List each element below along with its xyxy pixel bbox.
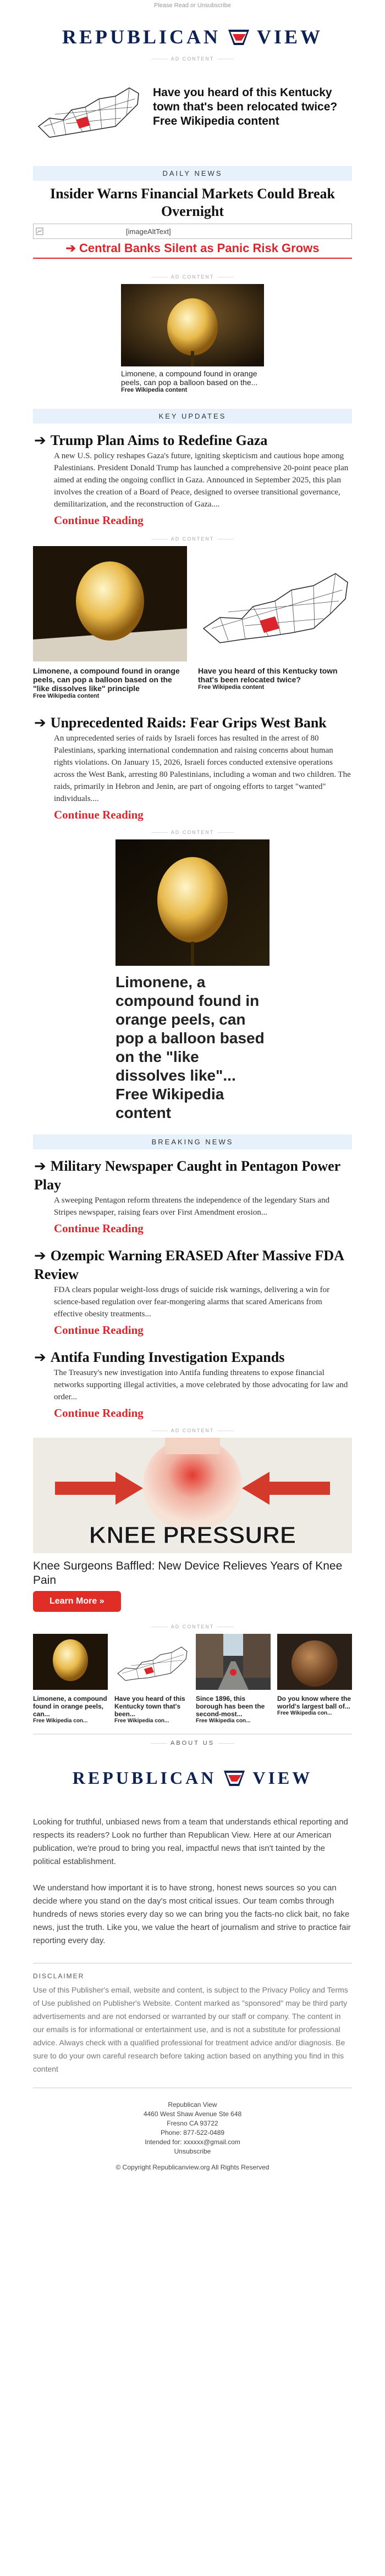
brand-left: REPUBLICAN [72, 1767, 217, 1788]
article-title[interactable]: ➔ Unprecedented Raids: Fear Grips West Bank [34, 715, 327, 731]
continue-reading-link[interactable]: Continue Reading [54, 1222, 144, 1235]
article-title[interactable]: ➔ Military Newspaper Caught in Pentagon Power Play [34, 1158, 340, 1193]
about-paragraph-1: Looking for truthful, unbiased news from a team that understands ethical reporting and respects its readers? Look no further than Republican View. Here at our American publication, we're proud to bring you real, impactful news that isn't tainted by the political establishment. [33, 1817, 348, 1866]
ad-caption[interactable]: Since 1896, this borough has been the second-most... [196, 1695, 265, 1718]
brand-right: VIEW [252, 1767, 313, 1788]
balloon-image [33, 546, 187, 661]
about-label: ABOUT US [0, 1740, 385, 1748]
ad-label: AD CONTENT [0, 56, 385, 64]
ad-caption[interactable]: Have you heard of this Kentucky town that's been... [114, 1695, 185, 1718]
main-headline[interactable]: Insider Warns Financial Markets Could Break Overnight [50, 186, 335, 219]
ad-caption[interactable]: Limonene, a compound found in orange peels, can pop a balloon based on the... [121, 369, 258, 387]
knee-banner-text: KNEE PRESSURE [89, 1522, 296, 1549]
broken-image[interactable] [33, 224, 352, 239]
ad-source: Free Wikipedia con... [33, 1718, 88, 1724]
article-body: FDA clears popular weight-loss drugs of suicide risk warnings, delivering a win for science-based regulation over fear-mongering alarms that scared Americans from effective obesity treatments... [54, 1286, 330, 1318]
ad-caption[interactable]: Limonene, a compound found in orange peels, can pop a balloon based on the "like dissolves like"... Free Wikipedia content [116, 973, 265, 1121]
article-title[interactable]: ➔ Ozempic Warning ERASED After Massive FDA Review [34, 1248, 344, 1282]
ad-caption[interactable]: Have you heard of this Kentucky town that's been relocated twice? [198, 666, 338, 684]
ad-caption[interactable]: Do you know where the world's largest ball of... [277, 1695, 351, 1710]
article-ozempic [0, 1247, 385, 1337]
ad-caption[interactable]: Limonene, a compound found in orange peels, can pop a balloon based on the "like dissolves like" principle [33, 666, 180, 693]
ad-label: AD CONTENT [0, 830, 385, 837]
article-body: A sweeping Pentagon reform threatens the independence of the legendary Stars and Stripes newspaper, raising fears over First Amendment erosion... [54, 1196, 330, 1217]
article-title[interactable]: ➔ Trump Plan Aims to Redefine Gaza [34, 432, 268, 449]
arrow-right-icon: ➔ [34, 1248, 46, 1264]
article-title[interactable]: ➔ Antifa Funding Investigation Expands [34, 1349, 285, 1366]
quad-ads [0, 1634, 385, 1724]
arrow-right-icon: ➔ [34, 432, 46, 449]
section-daily-news: DAILY NEWS [33, 166, 352, 181]
balloon-image [33, 1634, 108, 1690]
article-body: An unprecedented series of raids by Israeli forces has resulted in the arrest of 80 Palestinians, sparking international condemnation and raising concerns about human rights violations. On January 15, 2026, Israeli forces conducted extensive operations across the West Bank, arresting 80 Palestinians, including a woman and two children. The raids, primarily in Hebron and Jenin, are part of ongoing efforts to target "wanted" individuals.... [54, 734, 351, 803]
large-ball-image [277, 1634, 352, 1690]
quad-ad-ball[interactable] [277, 1634, 352, 1724]
knee-pressure-image [33, 1438, 352, 1553]
eagle-flag-icon [227, 27, 250, 46]
disclaimer-label: DISCLAIMER [33, 1972, 85, 1980]
quad-ad-kentucky[interactable] [114, 1634, 189, 1724]
arrow-right-icon: ➔ [34, 1158, 46, 1175]
top-ad-title[interactable]: Have you heard of this Kentucky town that's been relocated twice? Free Wikipedia content [153, 86, 338, 127]
pair-ad-kentucky[interactable] [198, 546, 352, 699]
article-body: The Treasury's new investigation into Antifa funding threatens to expose financial networks supporting illegal activities, a move celebrated by those advocating for law and order... [54, 1368, 348, 1401]
ad-label: AD CONTENT [0, 274, 385, 282]
borough-street-image [196, 1634, 271, 1690]
ad-source: Free Wikipedia content [33, 693, 100, 699]
article-antifa [0, 1348, 385, 1420]
limonene-ad-large[interactable] [116, 839, 270, 1122]
continue-reading-link[interactable]: Continue Reading [54, 1323, 144, 1337]
broken-image-icon [36, 227, 43, 235]
ad-source: Free Wikipedia con... [277, 1710, 332, 1716]
eagle-flag-icon [223, 1768, 246, 1787]
top-ad[interactable] [0, 66, 385, 148]
ad-source: Free Wikipedia content [121, 387, 188, 393]
kentucky-map-image [114, 1634, 189, 1690]
footer-phone: Phone: 877-522-0489 [160, 2129, 225, 2137]
footer-copyright: © Copyright Republicanview.org All Rights Reserved [116, 2163, 270, 2171]
pair-ad-limonene[interactable] [33, 546, 187, 699]
continue-reading-link[interactable]: Continue Reading [54, 808, 144, 821]
ad-source: Free Wikipedia content [198, 684, 265, 691]
quad-ad-borough[interactable] [196, 1634, 271, 1724]
footer [0, 2100, 385, 2172]
broken-image-alt: [imageAltText] [126, 227, 171, 236]
pair-ads [0, 546, 385, 699]
footer-name: Republican View [168, 2101, 217, 2108]
article-trump-gaza [0, 431, 385, 527]
limonene-ad-small[interactable] [121, 284, 264, 393]
arrow-right-icon: ➔ [34, 715, 46, 731]
knee-ad-title[interactable]: Knee Surgeons Baffled: New Device Relieves Years of Knee Pain [33, 1560, 343, 1587]
about-paragraph-2: We understand how important it is to have strong, honest news sources so you can decide where you stand on the day's most critical issues. Our team combs through hundreds of news stories every day so we can bring you the facts-no click bait, no fake news, just the truth. Like you, we value the heart of journalism and strive to practice fair reporting every day. [33, 1883, 351, 1945]
quad-ad-limonene[interactable] [33, 1634, 108, 1724]
footer-intended: Intended for: xxxxxx@gmail.com [145, 2138, 240, 2146]
ad-label: AD CONTENT [0, 1428, 385, 1436]
article-body: A new U.S. policy reshapes Gaza's future, igniting skepticism and cautious hope among Palestinians. President Donald Trump has launched a comprehensive 20-point peace plan aimed at ending the ongoing conflict in Gaza. Announced in September 2025, this plan involves the creation of a Board of Peace, designed to oversee transitional governance, demilitarization, and the reconstruction of Gaza.... [54, 452, 349, 509]
brand-right: VIEW [257, 26, 323, 48]
arrow-right-icon: ➔ [34, 1349, 46, 1366]
kentucky-map-image [198, 546, 352, 661]
ad-caption[interactable]: Limonene, a compound found in orange peels, can... [33, 1695, 107, 1718]
preheader[interactable]: Please Read or Unsubscribe [153, 2, 232, 9]
article-west-bank [0, 714, 385, 822]
brand-logo[interactable] [0, 23, 385, 51]
knee-ad[interactable] [33, 1438, 352, 1612]
section-key-updates: KEY UPDATES [33, 409, 352, 424]
ad-label: AD CONTENT [0, 536, 385, 544]
disclaimer-text: Use of this Publisher's email, website and content, is subject to the Privacy Policy and Terms of Use published on Publisher's Website. Content marked as "sponsored" may be third party advertisements and are not endorsed or warranted by our staff or company. The content in our emails is for informational or entertainment use, and is not a substitute for professional advice. Always check with a qualified professional for treatment advice and/or diagnosis. Be sure to do your own careful research before taking action based on anything you find in this content [33, 1985, 348, 2073]
footer-address-1: 4460 West Shaw Avenue Ste 648 [143, 2110, 242, 2118]
learn-more-button[interactable]: Learn More » [33, 1591, 121, 1612]
continue-reading-link[interactable]: Continue Reading [54, 1406, 144, 1420]
red-subheadline[interactable]: ➔ Central Banks Silent as Panic Risk Grows [33, 239, 352, 259]
kentucky-map-image [33, 66, 143, 148]
brand-logo-footer[interactable] [0, 1764, 385, 1791]
ad-label: AD CONTENT [0, 1624, 385, 1632]
unsubscribe-link[interactable]: Unsubscribe [174, 2147, 211, 2155]
article-pentagon [0, 1157, 385, 1236]
brand-left: REPUBLICAN [62, 26, 221, 48]
ad-source: Free Wikipedia con... [196, 1718, 251, 1724]
ad-source: Free Wikipedia con... [114, 1718, 169, 1724]
section-breaking-news: BREAKING NEWS [33, 1134, 352, 1149]
balloon-image [121, 284, 264, 366]
footer-address-2: Fresno CA 93722 [167, 2119, 218, 2127]
balloon-image [116, 839, 270, 966]
continue-reading-link[interactable]: Continue Reading [54, 514, 144, 527]
